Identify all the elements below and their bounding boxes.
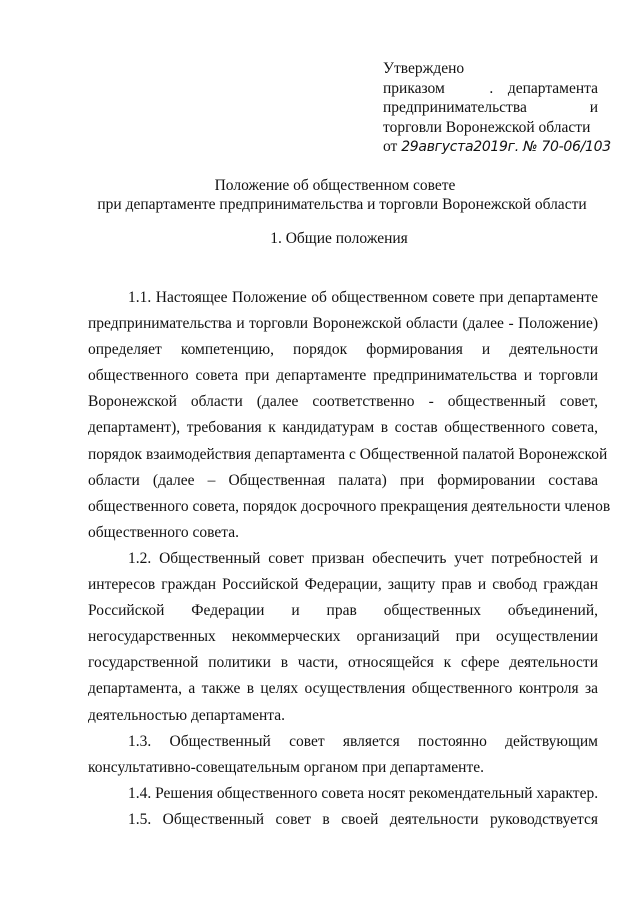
text-line: предпринимательства и торговли Воронежской области (далее - Положение) xyxy=(88,315,598,333)
text-line: общественного совета при департаменте предпринимательства и торговли xyxy=(88,367,598,385)
section-heading: 1. Общие положения xyxy=(270,230,408,247)
text-line: 1.1. Настоящее Положение об общественном совете при департаменте xyxy=(128,289,598,306)
paragraph-1-5 xyxy=(88,807,598,833)
paragraph-1-4 xyxy=(88,781,598,807)
approval-stamp-block xyxy=(383,59,611,158)
text-line: государственной политики в части, относящейся к сфере деятельности xyxy=(88,654,598,672)
text-line: негосударственных некоммерческих организаций при осуществлении xyxy=(88,628,598,646)
text-line: порядок взаимодействия департамента с Общественной палатой Воронежской xyxy=(88,445,608,463)
approval-department-word: департамента xyxy=(507,79,598,97)
document-title xyxy=(0,176,640,214)
document-body xyxy=(88,285,611,833)
text-line: департамента, а также в целях осуществления общественного контроля за xyxy=(88,680,598,698)
handwritten-date-number: 29августа2019г. № 70-06/103 xyxy=(401,139,611,155)
approval-order-word: приказом xyxy=(383,79,445,97)
text-line: 1.5. Общественный совет в своей деятельности руководствуется xyxy=(128,810,598,828)
text-line: 1.2. Общественный совет призван обеспечить учет потребностей и xyxy=(128,549,598,567)
text-line: общественного совета, порядок досрочного прекращения деятельности членов xyxy=(88,497,611,515)
paragraph-1-3 xyxy=(88,729,598,781)
text-line: деятельностью департамента. xyxy=(88,706,285,724)
approval-line-4: торговли Воронежской области xyxy=(383,118,591,136)
approval-line-1: Утверждено xyxy=(383,60,465,77)
paragraph-1-2 xyxy=(88,546,598,729)
text-line: области (далее – Общественная палата) при формировании состава xyxy=(88,471,598,489)
text-line: консультативно-совещательным органом при департаменте. xyxy=(88,758,485,776)
document-title-line-1: Положение об общественном совете xyxy=(214,177,456,194)
text-line: определяет компетенцию, порядок формирования и деятельности xyxy=(88,341,598,359)
approval-and-word: и xyxy=(589,99,598,116)
approval-line-3 xyxy=(383,98,598,118)
text-line: интересов граждан Российской Федерации, защиту прав и свобод граждан xyxy=(88,576,598,594)
approval-entrepreneurship-word: предпринимательства xyxy=(383,99,527,116)
approval-line-5 xyxy=(383,137,611,158)
paragraph-1-1 xyxy=(88,285,611,546)
document-title-line-2: при департаменте предпринимательства и торговли Воронежской области xyxy=(97,196,587,213)
approval-from-word: от xyxy=(383,138,398,155)
text-line: общественного совета. xyxy=(88,523,239,541)
text-line: Воронежской области (далее соответственно - общественный совет, xyxy=(88,393,598,411)
text-line: 1.4. Решения общественного совета носят рекомендательный характер. xyxy=(128,784,599,802)
approval-dot: . xyxy=(489,79,494,97)
approval-line-2 xyxy=(383,79,598,99)
text-line: 1.3. Общественный совет является постоянно действующим xyxy=(128,732,598,750)
text-line: Российской Федерации и прав общественных объединений, xyxy=(88,602,598,620)
text-line: департамент), требования к кандидатурам в состав общественного совета, xyxy=(88,419,598,437)
